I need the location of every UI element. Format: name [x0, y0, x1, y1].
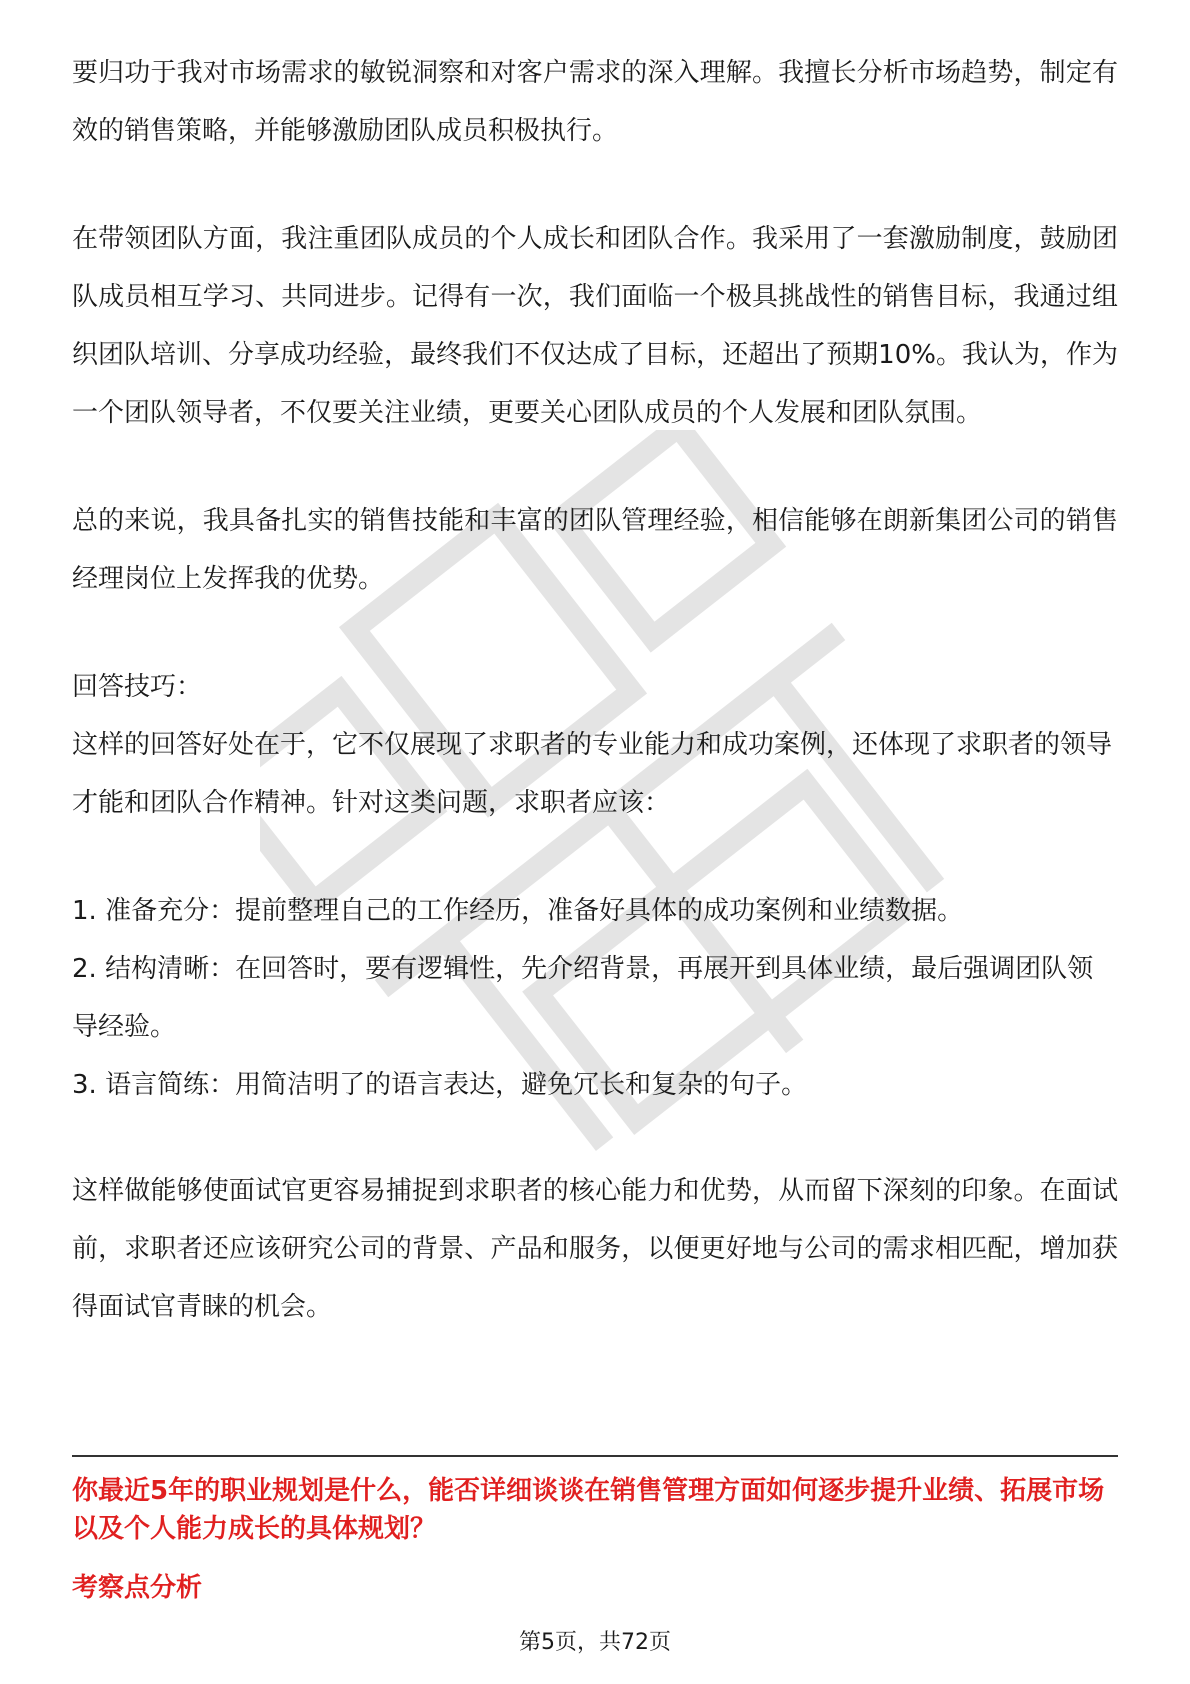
page-footer: 第5页，共72页 [519, 1630, 671, 1655]
tips-intro: 这样的回答好处在于，它不仅展现了求职者的专业能力和成功案例，还体现了求职者的领导才能和团队合作精神。针对这类问题，求职者应该： [72, 730, 1113, 818]
tips-conclusion: 这样做能够使面试官更容易捕捉到求职者的核心能力和优势，从而留下深刻的印象。在面试前，求职者还应该研究公司的背景、产品和服务，以便更好地与公司的需求相匹配，增加获得面试官青睐的机会。 [72, 1176, 1118, 1322]
tips-list [72, 882, 1118, 1114]
tips-heading: 回答技巧： [72, 672, 203, 702]
interview-question: 你最近5年的职业规划是什么，能否详细谈谈在销售管理方面如何逐步提升业绩、拓展市场以及个人能力成长的具体规划？ [72, 1476, 1105, 1544]
answer-paragraph-3: 总的来说，我具备扎实的销售技能和丰富的团队管理经验，相信能够在朗新集团公司的销售经理岗位上发挥我的优势。 [72, 506, 1118, 594]
answer-paragraph-1: 要归功于我对市场需求的敏锐洞察和对客户需求的深入理解。我擅长分析市场趋势，制定有效的销售策略，并能够激励团队成员积极执行。 [72, 58, 1118, 146]
document-body [72, 44, 1118, 1386]
analysis-heading: 考察点分析 [72, 1573, 203, 1603]
tips-list-item: 3. 语言简练：用简洁明了的语言表达，避免冗长和复杂的句子。 [72, 1070, 808, 1100]
tips-list-item: 1. 准备充分：提前整理自己的工作经历，准备好具体的成功案例和业绩数据。 [72, 896, 964, 926]
section-divider [72, 1455, 1118, 1457]
tips-list-item: 2. 结构清晰：在回答时，要有逻辑性，先介绍背景，再展开到具体业绩，最后强调团队领导经验。 [72, 954, 1094, 1042]
answer-paragraph-2: 在带领团队方面，我注重团队成员的个人成长和团队合作。我采用了一套激励制度，鼓励团队成员相互学习、共同进步。记得有一次，我们面临一个极具挑战性的销售目标，我通过组织团队培训、分享成功经验，最终我们不仅达成了目标，还超出了预期10%。我认为，作为一个团队领导者，不仅要关注业绩，更要关心团队成员的个人发展和团队氛围。 [72, 224, 1118, 428]
